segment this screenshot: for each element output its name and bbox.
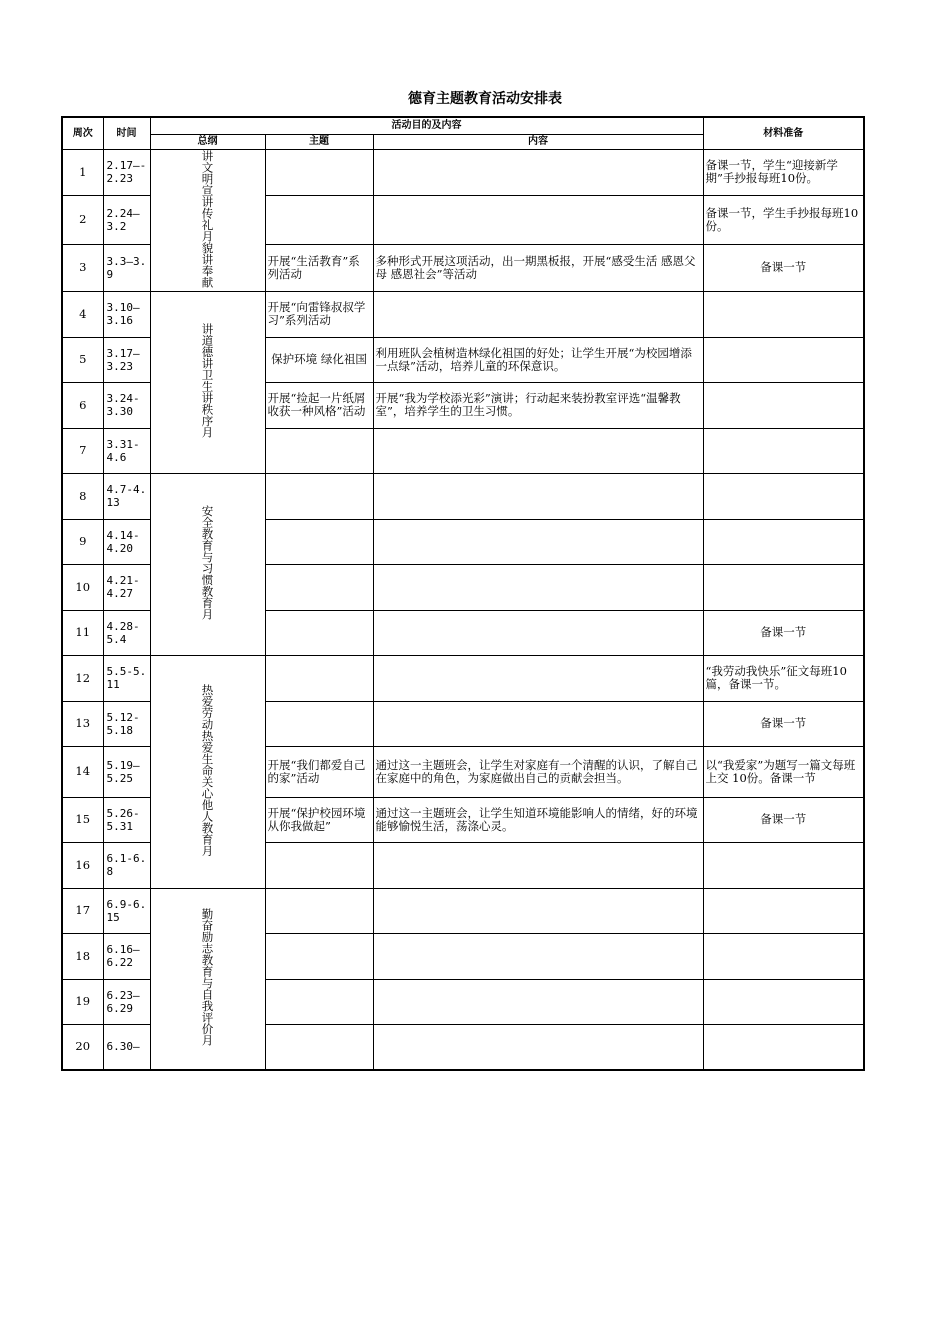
content-cell <box>373 291 703 337</box>
materials-cell <box>703 337 864 382</box>
date-cell: 6.23—6.29 <box>103 979 150 1024</box>
date-cell: 4.21-4.27 <box>103 564 150 610</box>
topic-cell <box>265 1024 373 1070</box>
content-cell <box>373 701 703 746</box>
content-cell <box>373 979 703 1024</box>
materials-cell <box>703 382 864 428</box>
date-cell: 6.16—6.22 <box>103 933 150 979</box>
week-cell: 18 <box>62 933 103 979</box>
week-cell: 19 <box>62 979 103 1024</box>
week-cell: 2 <box>62 196 103 244</box>
materials-cell <box>703 842 864 888</box>
week-cell: 11 <box>62 610 103 655</box>
week-cell: 9 <box>62 519 103 564</box>
materials-cell: 备课一节，学生手抄报每班10份。 <box>703 196 864 244</box>
header-group: 活动目的及内容 <box>150 117 703 134</box>
outline-text: 安全教育与习惯教育月 <box>200 505 215 620</box>
content-cell <box>373 1024 703 1070</box>
content-cell <box>373 196 703 244</box>
week-cell: 7 <box>62 428 103 473</box>
topic-cell: 开展“保护校园环境从你我做起” <box>265 797 373 842</box>
week-cell: 4 <box>62 291 103 337</box>
topic-cell: 开展“生活教育”系列活动 <box>265 244 373 291</box>
materials-cell: “我劳动我快乐”征文每班10篇，备课一节。 <box>703 655 864 701</box>
page-title: 德育主题教育活动安排表 <box>408 91 562 107</box>
materials-cell <box>703 979 864 1024</box>
date-cell: 5.5-5.11 <box>103 655 150 701</box>
materials-cell: 备课一节 <box>703 244 864 291</box>
materials-cell <box>703 473 864 519</box>
date-cell: 2.17—-2.23 <box>103 149 150 196</box>
outline-cell <box>150 473 265 655</box>
date-cell: 3.24-3.30 <box>103 382 150 428</box>
date-cell: 4.14-4.20 <box>103 519 150 564</box>
date-cell: 6.1-6.8 <box>103 842 150 888</box>
date-cell: 3.31-4.6 <box>103 428 150 473</box>
materials-cell <box>703 519 864 564</box>
content-cell <box>373 519 703 564</box>
topic-cell <box>265 473 373 519</box>
topic-cell <box>265 979 373 1024</box>
content-cell <box>373 564 703 610</box>
materials-cell <box>703 888 864 933</box>
table-row <box>62 149 864 196</box>
topic-cell <box>265 933 373 979</box>
week-cell: 13 <box>62 701 103 746</box>
week-cell: 3 <box>62 244 103 291</box>
date-cell: 5.12-5.18 <box>103 701 150 746</box>
content-cell <box>373 888 703 933</box>
content-cell: 开展“我为学校添光彩”演讲；行动起来装扮教室评选“温馨教室”，培养学生的卫生习惯。 <box>373 382 703 428</box>
week-cell: 12 <box>62 655 103 701</box>
materials-cell: 以“我爱家”为题写一篇文每班上交 10份。备课一节 <box>703 746 864 797</box>
topic-cell: 开展“我们都爱自己的家”活动 <box>265 746 373 797</box>
outline-cell <box>150 149 265 291</box>
header-topic: 主题 <box>265 134 373 149</box>
outline-text: 讲文明宣讲传礼月貌讲奉献 <box>200 149 215 288</box>
date-cell: 4.7-4.13 <box>103 473 150 519</box>
date-cell: 3.3—3.9 <box>103 244 150 291</box>
topic-cell <box>265 428 373 473</box>
materials-cell <box>703 564 864 610</box>
topic-cell <box>265 888 373 933</box>
date-cell: 2.24—3.2 <box>103 196 150 244</box>
week-cell: 20 <box>62 1024 103 1070</box>
materials-cell: 备课一节 <box>703 610 864 655</box>
content-cell <box>373 473 703 519</box>
week-cell: 5 <box>62 337 103 382</box>
header-row-1 <box>62 117 864 134</box>
materials-cell: 备课一节，学生“迎接新学期”手抄报每班10份。 <box>703 149 864 196</box>
topic-cell <box>265 842 373 888</box>
week-cell: 8 <box>62 473 103 519</box>
content-cell <box>373 655 703 701</box>
topic-cell <box>265 701 373 746</box>
content-cell <box>373 428 703 473</box>
topic-cell <box>265 564 373 610</box>
materials-cell: 备课一节 <box>703 797 864 842</box>
content-cell: 通过这一主题班会，让学生知道环境能影响人的情绪，好的环境能够愉悦生活，荡涤心灵。 <box>373 797 703 842</box>
header-outline: 总纲 <box>150 134 265 149</box>
header-time: 时间 <box>103 117 150 149</box>
materials-cell <box>703 428 864 473</box>
topic-cell <box>265 610 373 655</box>
content-cell <box>373 842 703 888</box>
content-cell <box>373 933 703 979</box>
date-cell: 6.30— <box>103 1024 150 1070</box>
content-cell <box>373 149 703 196</box>
schedule-table <box>61 116 865 1071</box>
topic-cell <box>265 196 373 244</box>
table-row <box>62 655 864 701</box>
week-cell: 1 <box>62 149 103 196</box>
date-cell: 5.19—5.25 <box>103 746 150 797</box>
outline-cell <box>150 291 265 473</box>
week-cell: 15 <box>62 797 103 842</box>
topic-cell: 开展“捡起一片纸屑 收获一种风格”活动 <box>265 382 373 428</box>
content-cell <box>373 610 703 655</box>
date-cell: 4.28-5.4 <box>103 610 150 655</box>
header-materials: 材料准备 <box>703 117 864 149</box>
week-cell: 14 <box>62 746 103 797</box>
topic-cell: 开展“向雷锋叔叔学习”系列活动 <box>265 291 373 337</box>
outline-text: 讲道德讲卫生讲秩序月 <box>200 323 215 438</box>
table-row <box>62 291 864 337</box>
table-row <box>62 888 864 933</box>
outline-cell <box>150 655 265 888</box>
date-cell: 6.9-6.15 <box>103 888 150 933</box>
materials-cell <box>703 1024 864 1070</box>
week-cell: 17 <box>62 888 103 933</box>
date-cell: 5.26-5.31 <box>103 797 150 842</box>
week-cell: 16 <box>62 842 103 888</box>
header-week: 周次 <box>62 117 103 149</box>
table-row <box>62 473 864 519</box>
week-cell: 10 <box>62 564 103 610</box>
content-cell: 多种形式开展这项活动，出一期黑板报，开展“感受生活 感恩父母 感恩社会”等活动 <box>373 244 703 291</box>
content-cell: 通过这一主题班会，让学生对家庭有一个清醒的认识，了解自己在家庭中的角色，为家庭做出自己的贡献会担当。 <box>373 746 703 797</box>
materials-cell <box>703 291 864 337</box>
topic-cell <box>265 519 373 564</box>
outline-text: 勤奋励志教育与自我评价月 <box>200 908 215 1047</box>
topic-cell <box>265 655 373 701</box>
header-content: 内容 <box>373 134 703 149</box>
week-cell: 6 <box>62 382 103 428</box>
content-cell: 利用班队会植树造林绿化祖国的好处；让学生开展“为校园增添一点绿”活动，培养儿童的环保意识。 <box>373 337 703 382</box>
topic-cell <box>265 149 373 196</box>
date-cell: 3.10—3.16 <box>103 291 150 337</box>
outline-cell <box>150 888 265 1070</box>
outline-text: 热爱劳动热爱生命关心他人教育月 <box>200 683 215 857</box>
materials-cell: 备课一节 <box>703 701 864 746</box>
materials-cell <box>703 933 864 979</box>
date-cell: 3.17—3.23 <box>103 337 150 382</box>
topic-cell: 保护环境 绿化祖国 <box>265 337 373 382</box>
